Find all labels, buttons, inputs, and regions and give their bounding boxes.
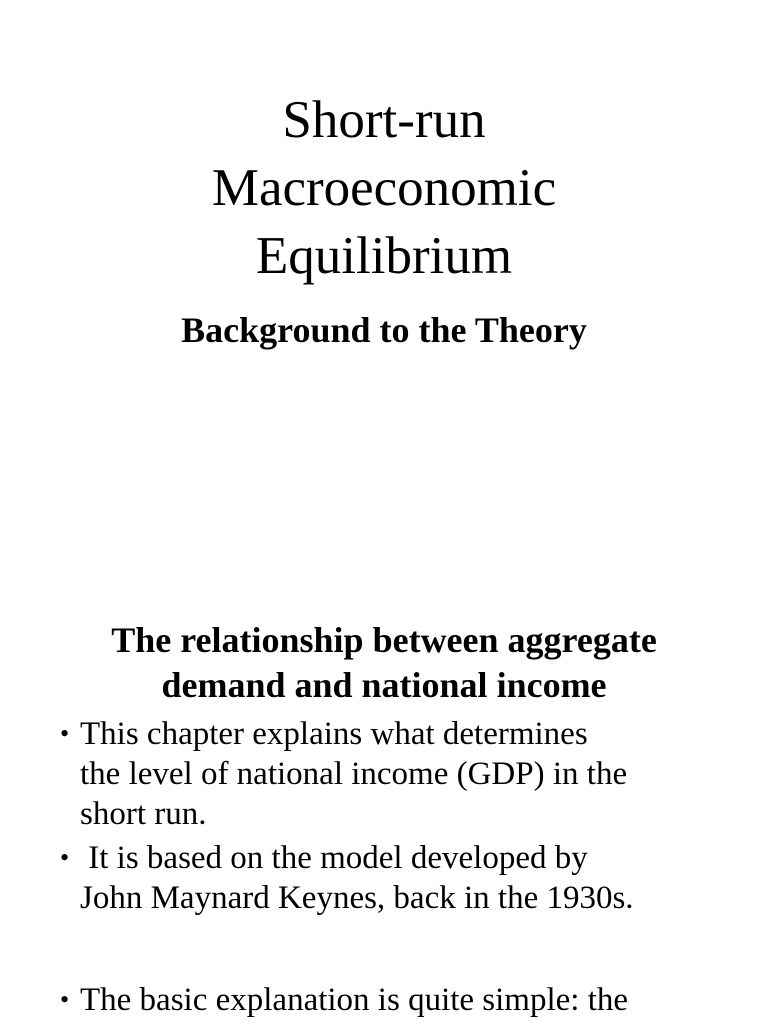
bullet-list (60, 714, 760, 1020)
bullet-marker: • (60, 985, 70, 1014)
bullet-text-line: The basic explanation is quite simple: the (80, 982, 629, 1018)
bullet-text-line: short run. (80, 796, 207, 832)
bullet-item (60, 980, 760, 1020)
bullet-item (60, 838, 760, 918)
slide-title-line: Equilibrium (255, 227, 513, 285)
content-slide (0, 600, 768, 1024)
slide-heading-line: The relationship between aggregate (111, 620, 657, 660)
slide-heading-line: demand and national income (161, 665, 607, 705)
bullet-marker: • (60, 719, 70, 748)
bullet-text-line: This chapter explains what determines (80, 716, 588, 752)
slide-title-line: Macroeconomic (211, 159, 557, 217)
slide-subtitle: Background to the Theory (181, 310, 587, 350)
bullet-marker: • (60, 843, 70, 872)
bullet-text-line: John Maynard Keynes, back in the 1930s. (80, 880, 634, 916)
slide-heading (0, 618, 768, 708)
bullet-text-line: It is based on the model developed by (80, 840, 588, 876)
bullet-item (60, 714, 760, 834)
slide-title-line: Short-run (282, 91, 486, 149)
bullet-text-line: the level of national income (GDP) in the (80, 756, 628, 792)
slide-title (0, 86, 768, 290)
